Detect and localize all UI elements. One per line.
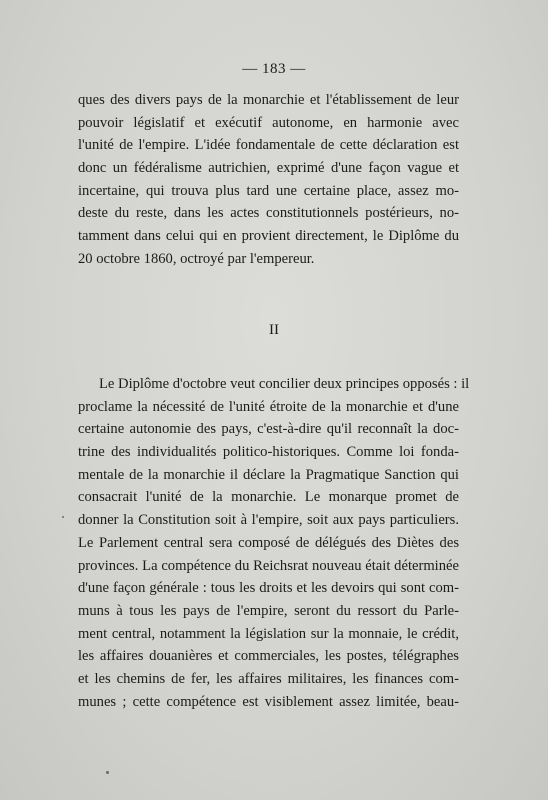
- text-line: tamment dans celui qui en provient directement, le Diplôme du: [78, 228, 459, 245]
- text-line: pouvoir législatif et exécutif autonome, en harmonie avec: [78, 114, 459, 131]
- text-line: mentale de la monarchie il déclare la Pragmatique Sanction qui: [78, 466, 459, 483]
- text-line: muns à tous les pays de l'empire, seront du ressort du Parle-: [78, 602, 459, 619]
- text-line: consacrait l'unité de la monarchie. Le monarque promet de: [78, 489, 459, 506]
- text-line: munes ; cette compétence est visiblement assez limitée, beau-: [78, 693, 459, 710]
- text-line: d'une façon générale : tous les droits et les devoirs qui sont com-: [78, 580, 459, 597]
- page-number: — 183 —: [242, 61, 306, 77]
- text-line: et les chemins de fer, les affaires militaires, les finances com-: [78, 670, 459, 687]
- text-line: l'unité de l'empire. L'idée fondamentale de cette déclaration est: [78, 137, 459, 154]
- text-line: trine des individualités politico-historiques. Comme loi fonda-: [78, 444, 459, 461]
- text-line: 20 octobre 1860, octroyé par l'empereur.: [78, 250, 315, 267]
- text-line: Le Parlement central sera composé de délégués des Diètes des: [78, 534, 459, 551]
- text-line: les affaires douanières et commerciales, les postes, télégraphes: [78, 648, 459, 665]
- paper-speck: [62, 516, 64, 518]
- text-line: donner la Constitution soit à l'empire, soit aux pays particuliers.: [78, 512, 459, 529]
- paragraph-1: [78, 89, 459, 271]
- text-line: Le Diplôme d'octobre veut concilier deux principes opposés : il: [99, 376, 470, 392]
- text-line: proclame la nécessité de l'unité étroite de la monarchie et d'une: [78, 398, 459, 415]
- text-line: donc un fédéralisme autrichien, exprimé d'une façon vague et: [78, 160, 459, 177]
- text-line: incertaine, qui trouva plus tard une certaine place, assez mo-: [78, 182, 459, 199]
- paragraph-2: [78, 373, 470, 713]
- text-line: ques des divers pays de la monarchie et l'établissement de leur: [78, 92, 459, 108]
- section-heading: II: [269, 322, 279, 338]
- paper-speck: [106, 771, 109, 774]
- text-line: certaine autonomie des pays, c'est-à-dire qu'il reconnaît la doc-: [78, 421, 459, 438]
- text-line: deste du reste, dans les actes constitutionnels postérieurs, no-: [78, 205, 459, 222]
- text-line: ment central, notamment la législation sur la monnaie, le crédit,: [78, 625, 459, 642]
- text-line: provinces. La compétence du Reichsrat nouveau était déterminée: [78, 557, 459, 574]
